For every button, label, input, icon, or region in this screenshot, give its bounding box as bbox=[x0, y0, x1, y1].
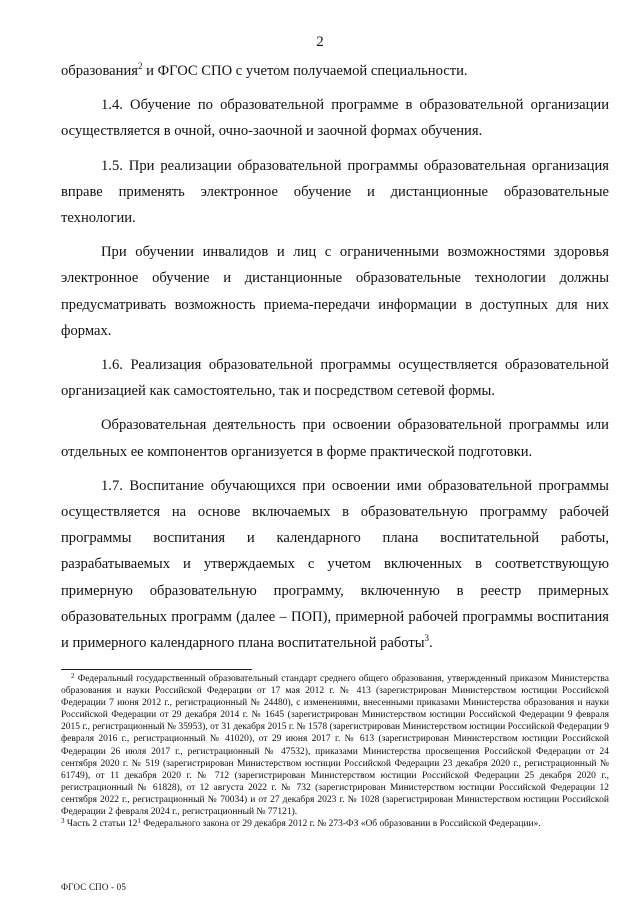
paragraph-1-6: 1.6. Реализация образовательной программы осуществляется образовательной организацией как самостоятельно, так и посредством сетевой формы. bbox=[61, 357, 609, 400]
document-body bbox=[61, 58, 609, 656]
paragraph-1-4: 1.4. Обучение по образовательной программе в образовательной организации осуществляется в очной, очно-заочной и заочной формах обучения. bbox=[61, 97, 609, 140]
footnote-ref-3: 3 bbox=[424, 633, 430, 644]
footnotes bbox=[61, 673, 609, 830]
page-number: 2 bbox=[316, 34, 324, 50]
document-code: ФГОС СПО - 05 bbox=[61, 882, 127, 892]
footnote-2: $^2$ Федеральный государственный образовательный стандарт среднего общего образования, утвержденный приказом Министерства образования и науки Российской Федерации от 17 мая 2012 г. № 413 (зарегистрирован Министерством юстиции Российской Федерации 7 июня 2012 г., регистрационный № 24480), с изменениями, внесенными приказами Министерства образования и науки Российской Федерации от 29 декабря 2014 г. № 1645 (зарегистрирован Министерством юстиции Российской Федерации 9 февраля 2015 г., регистрационный № 35953), от 31 декабря 2015 г. № 1578 (зарегистрирован Министерством юстиции Российской Федерации 9 февраля 2016 г., регистрационный № 41020), от 29 июня 2017 г. № 613 (зарегистрирован Министерством юстиции Российской Федерации 26 июля 2017 г., регистрационный № 47532), приказами Министерства просвещения Российской Федерации от 24 сентября 2020 г. № 519 (зарегистрирован Министерством юстиции Российской Федерации 23 декабря 2020 г., регистрационный № 61749), от 11 декабря 2020 г. № 712 (зарегистрирован Министерством юстиции Российской Федерации 25 декабря 2020 г., регистрационный № 61828), от 12 августа 2022 г. № 732 (зарегистрирован Министерством юстиции Российской Федерации 12 сентября 2022 г., регистрационный № 70034) и от 27 декабря 2023 г. № 1028 (зарегистрирован Министерством юстиции Российской Федерации 2 февраля 2024 г., регистрационный № 77121). bbox=[61, 672, 609, 818]
footnote-ref-2: 2 bbox=[137, 61, 143, 71]
paragraph-1-7: 1.7. Воспитание обучающихся при освоении ими образовательной программы осуществляется на основе включаемых в образовательную программу рабочей программы воспитания и календарного плана воспитательной работы, разрабатываемых и утверждаемых с учетом включенных в соответствующую примерную образовательную программу, включенную в реестр примерных образовательных программ (далее – ПОП), примерной рабочей программы воспитания и примерного календарного плана воспитательной работы$^3$. bbox=[61, 477, 609, 652]
footnote-3: $^3$ Часть 2 статьи $12^1$ Федерального закона от 29 декабря 2012 г. № 273-ФЗ «Об образовании в Российской Федерации». bbox=[61, 817, 541, 830]
paragraph-1-5: 1.5. При реализации образовательной программы образовательная организация вправе применять электронное обучение и дистанционные образовательные технологии. bbox=[61, 157, 609, 227]
paragraph-continuation: образования$^2$ и ФГОС СПО с учетом получаемой специальности. bbox=[61, 61, 468, 79]
footnote-separator bbox=[61, 669, 252, 670]
paragraph-disabled-learners: При обучении инвалидов и лиц с ограниченными возможностями здоровья электронное обучение и дистанционные образовательные технологии должны предусматривать возможность приема-передачи информации в доступных для них формах. bbox=[61, 244, 609, 339]
paragraph-practical-training: Образовательная деятельность при освоении образовательной программы или отдельных ее компонентов организуется в форме практической подготовки. bbox=[61, 417, 609, 460]
